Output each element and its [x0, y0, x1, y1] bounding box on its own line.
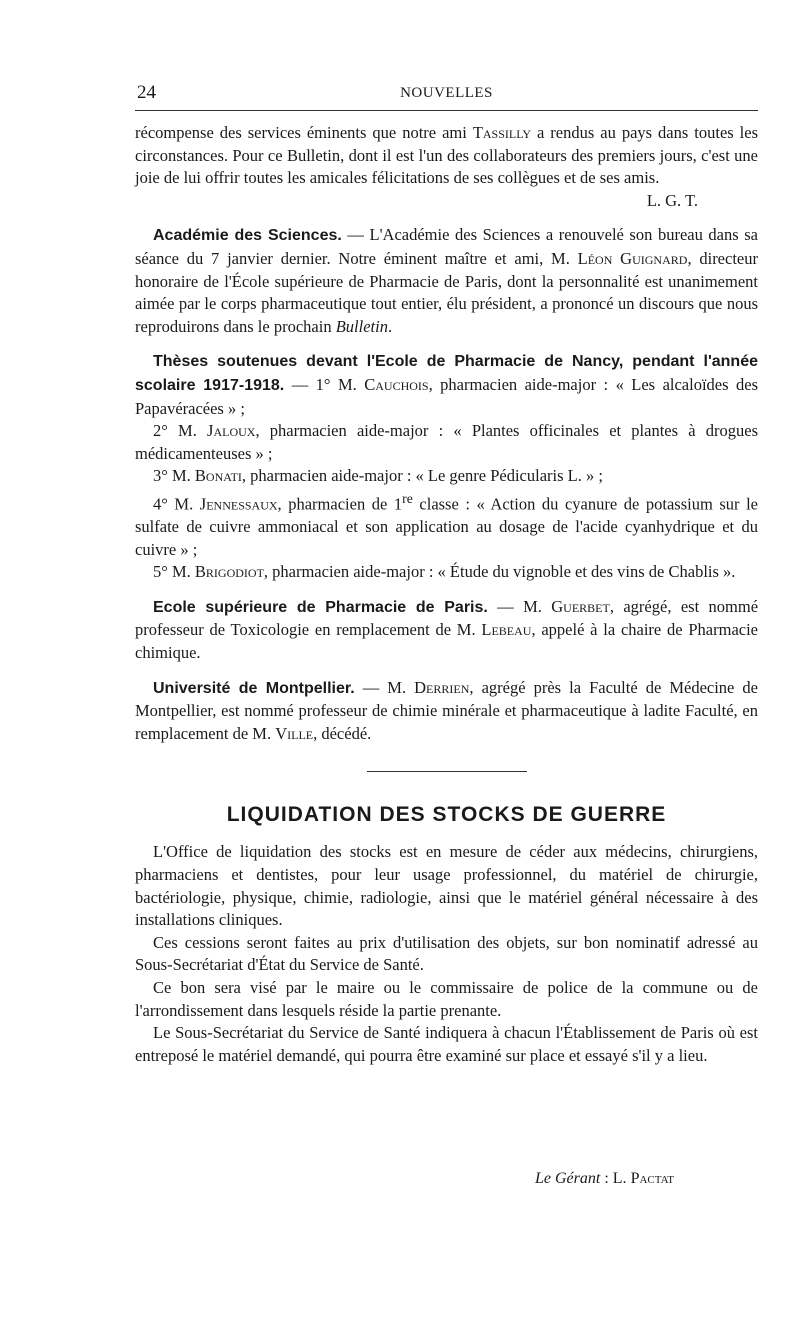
person-name: Derrien	[414, 677, 470, 697]
running-title: NOUVELLES	[400, 85, 493, 101]
ecole-paragraph: Ecole supérieure de Pharmacie de Paris. — M. Guerbet, agrégé, est nommé professeur de Toxicologie en remplacement de M. Lebeau, appelé à la chaire de Pharmacie chimique.	[135, 596, 759, 662]
person-name: Lebeau	[481, 620, 532, 640]
theses-paragraph: Thèses soutenues devant l'Ecole de Pharmacie de Nancy, pendant l'année scolaire 1917-1918. — 1° M. Cauchois, pharmacien aide-major : « Les alcaloïdes des Papavéracées » ;	[135, 353, 758, 418]
page-header	[135, 80, 758, 110]
signature: L. G. T.	[646, 190, 698, 210]
liquidation-paragraph-4: Le Sous-Secrétariat du Service de Santé indiquera à chacun l'Établissement de Paris où est entreposé le matériel demandé, qui pourra être examiné sur place et essayé s'il y a lieu.	[135, 1023, 758, 1065]
person-name: Jaloux	[207, 421, 256, 441]
univ-heading: Université de Montpellier.	[153, 679, 355, 697]
gerant-footer: Le Gérant : L. Pactat	[535, 1170, 675, 1187]
univ-paragraph: Université de Montpellier. — M. Derrien, agrégé près la Faculté de Médecine de Montpellier, est nommé professeur de chimie minérale et pharmaceutique à ladite Faculté, en remplacement de M. Ville, décédé.	[135, 677, 759, 743]
person-name: Cauchois	[364, 374, 429, 394]
academie-paragraph: Académie des Sciences. — L'Académie des Sciences a renouvelé son bureau dans sa séance du 7 janvier dernier. Notre éminent maître et ami, M. Léon Guignard, directeur honoraire de l'École supérieure de Pharmacie de Paris, dont la personnalité est unanimement aimée par le corps pharmaceutique tout entier, élu président, a prononcé un discours que nous reproduirons dans le prochain Bulletin.	[135, 225, 758, 336]
person-name: Brigodiot	[194, 562, 264, 582]
these-item: 3° M. Bonati, pharmacien aide-major : « Le genre Pédicularis L. » ;	[153, 466, 603, 486]
person-name: Ville	[275, 723, 314, 743]
page-number: 24	[137, 82, 156, 103]
person-name: Guerbet	[551, 596, 610, 616]
person-name: Tassilly	[472, 123, 532, 142]
liquidation-paragraph-2: Ces cessions seront faites au prix d'utilisation des objets, sur bon nominatif adressé au Sous-Secrétariat d'État du Service de Santé.	[135, 932, 758, 975]
header-rule	[135, 110, 758, 111]
person-name: Bonati	[194, 466, 242, 486]
gerant-name: Pactat	[630, 1170, 675, 1187]
these-item: 5° M. Brigodiot, pharmacien aide-major : « Étude du vignoble et des vins de Chablis ».	[153, 562, 736, 582]
liquidation-title: LIQUIDATION DES STOCKS DE GUERRE	[226, 803, 667, 827]
person-name: Jennessaux	[199, 494, 278, 514]
these-item: 4° M. Jennessaux, pharmacien de 1re classe : « Action du cyanure de potassium sur le sulfate de cuivre ammoniacal et son application au dosage de l'acide cyanhydrique et du cuivre » ;	[135, 490, 758, 559]
person-name: Léon Guignard	[577, 248, 688, 268]
liquidation-paragraph-1: L'Office de liquidation des stocks est en mesure de céder aux médecins, chirurgiens, pharmaciens et dentistes, pour leur usage professionnel, du matériel de chirurgie, bactériologie, physique, chimie, radiologie, ainsi que le matériel général nécessaire à des installations cliniques.	[135, 842, 758, 930]
gerant-label: Le Gérant	[535, 1170, 601, 1187]
page	[135, 80, 758, 1067]
tassilly-paragraph: récompense des services éminents que notre ami Tassilly a rendus au pays dans toutes les circonstances. Pour ce Bulletin, dont il est l'un des collaborateurs des premiers jours, c'est une joie de lui offrir toutes les amicales félicitations de ses collègues et de ses amis.	[135, 123, 758, 188]
these-item: 2° M. Jaloux, pharmacien aide-major : « Plantes officinales et plantes à drogues médicamenteuses » ;	[135, 421, 758, 463]
theses-heading: Thèses soutenues devant l'Ecole de Pharmacie de Nancy, pendant l'année scolaire	[135, 353, 758, 394]
liquidation-paragraph-3: Ce bon sera visé par le maire ou le commissaire de police de la commune ou de l'arrondissement dans lesquels réside la partie prenante.	[135, 977, 758, 1020]
ecole-heading: Ecole supérieure de Pharmacie de Paris.	[153, 598, 488, 616]
section-divider	[367, 771, 527, 772]
academie-heading: Académie des Sciences.	[153, 227, 342, 245]
